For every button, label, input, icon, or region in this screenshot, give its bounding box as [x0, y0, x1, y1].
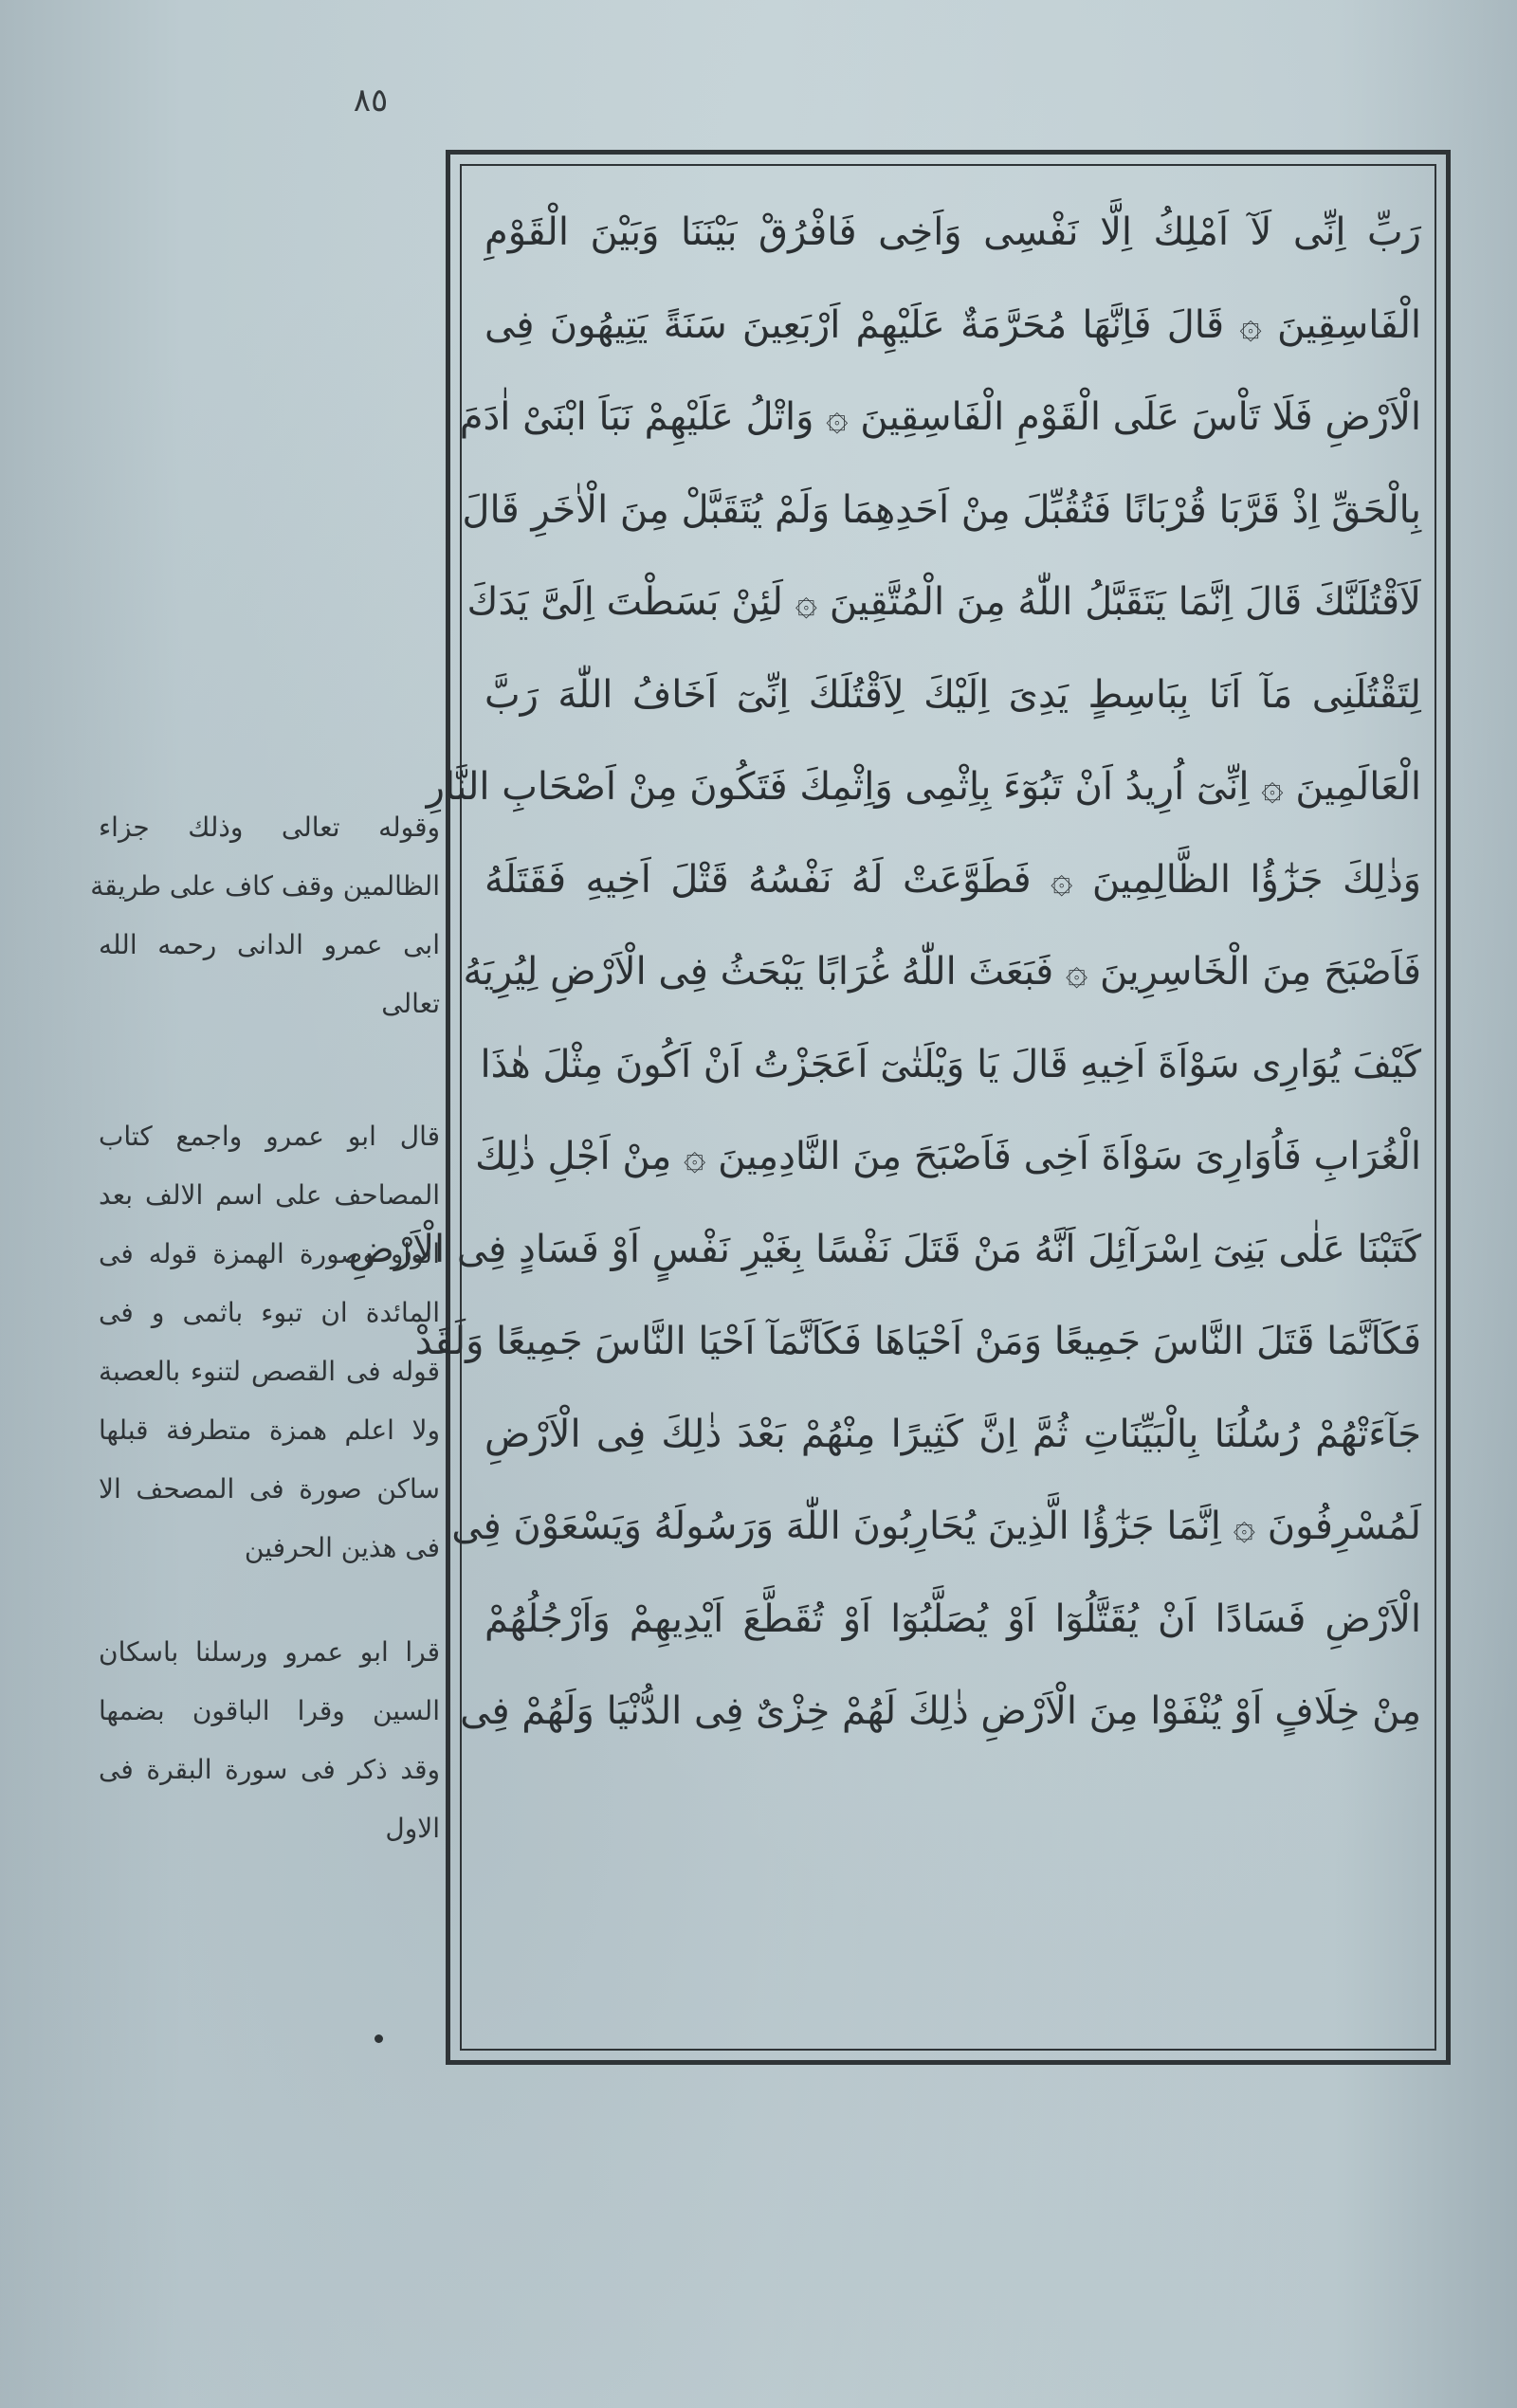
text-line: الْفَاسِقِينَ ۞ قَالَ فَاِنَّهَا مُحَرَّمَةٌ عَلَيْهِمْ اَرْبَعِينَ سَنَةً يَتِيهُونَ فِى [484, 302, 1421, 347]
text-line: رَبِّ اِنِّى لَآ اَمْلِكُ اِلَّا نَفْسِى وَاَخِى فَافْرُقْ بَيْنَنَا وَبَيْنَ الْقَوْمِ [484, 210, 1421, 254]
text-line: الْغُرَابِ فَاُوَارِىَ سَوْاَةَ اَخِى فَاَصْبَحَ مِنَ النَّادِمِينَ ۞ مِنْ اَجْلِ ذٰلِكَ [475, 1135, 1421, 1178]
note-line: الاول [385, 1813, 440, 1844]
note-line: ولا اعلم همزة متطرفة قبلها [99, 1414, 440, 1446]
note-line: قرا ابو عمرو ورسلنا باسكان [99, 1636, 440, 1668]
text-line: فَاَصْبَحَ مِنَ الْخَاسِرِينَ ۞ فَبَعَثَ اللّٰهُ غُرَابًا يَبْحَثُ فِى الْاَرْضِ لِيُرِيَهُ [463, 950, 1421, 994]
note-line: السين وقرا الباقون بضمها [99, 1695, 440, 1726]
text-line: الْاَرْضِ فَلَا تَاْسَ عَلَى الْقَوْمِ الْفَاسِقِينَ ۞ وَاتْلُ عَلَيْهِمْ نَبَاَ ابْنَىْ اٰدَمَ [459, 395, 1421, 439]
text-line: وَذٰلِكَ جَزٰٓؤُا الظَّالِمِينَ ۞ فَطَوَّعَتْ لَهُ نَفْسُهُ قَتْلَ اَخِيهِ فَقَتَلَهُ [484, 857, 1421, 902]
note-line: ابى عمرو الدانى رحمه الله [99, 929, 440, 960]
text-line: لَاَقْتُلَنَّكَ قَالَ اِنَّمَا يَتَقَبَّلُ اللّٰهُ مِنَ الْمُتَّقِينَ ۞ لَئِنْ بَسَطْتَ اِلَىَّ يَدَكَ [466, 580, 1421, 624]
note-line: فى هذين الحرفين [244, 1532, 440, 1563]
margin-note [90, 798, 440, 1033]
note-line: وقوله تعالى وذلك جزاء [99, 812, 440, 843]
note-line: المصاحف على اسم الالف بعد [99, 1179, 440, 1211]
text-line: جَآءَتْهُمْ رُسُلُنَا بِالْبَيِّنَاتِ ثُمَّ اِنَّ كَثِيرًا مِنْهُمْ بَعْدَ ذٰلِكَ فِى الْاَرْضِ [484, 1412, 1421, 1456]
text-line: كَتَبْنَا عَلٰى بَنِىٓ اِسْرَآئِلَ اَنَّهُ مَنْ قَتَلَ نَفْسًا بِغَيْرِ نَفْسٍ اَوْ فَسَادٍ فِى الْاَرْضِ [348, 1227, 1421, 1271]
text-line: لَمُسْرِفُونَ ۞ اِنَّمَا جَزٰٓؤُا الَّذِينَ يُحَارِبُونَ اللّٰهَ وَرَسُولَهُ وَيَسْعَوْنَ فِى [451, 1505, 1421, 1548]
text-line: الْعَالَمِينَ ۞ اِنِّىٓ اُرِيدُ اَنْ تَبُوٓءَ بِاِثْمِى وَاِثْمِكَ فَتَكُونَ مِنْ اَصْحَابِ النَّارِ [426, 765, 1421, 809]
note-spacer [99, 1598, 440, 1623]
note-line: تعالى [381, 988, 440, 1019]
note-line: الواو وصورة الهمزة قوله فى [99, 1238, 440, 1269]
page-number: ٨٥ [353, 82, 389, 119]
margin-note [99, 1623, 440, 1858]
text-line: الْاَرْضِ فَسَادًا اَنْ يُقَتَّلُوٓا اَوْ يُصَلَّبُوٓا اَوْ تُقَطَّعَ اَيْدِيهِمْ وَاَرْجُلُهُمْ [484, 1596, 1421, 1641]
end-of-notes-dot [375, 2034, 383, 2043]
note-line: وقد ذكر فى سورة البقرة فى [99, 1754, 440, 1785]
text-line: كَيْفَ يُوَارِى سَوْاَةَ اَخِيهِ قَالَ يَا وَيْلَتٰىٓ اَعَجَزْتُ اَنْ اَكُونَ مِثْلَ هٰذَا [480, 1042, 1421, 1086]
note-line: ساكن صورة فى المصحف الا [99, 1473, 440, 1505]
text-line: بِالْحَقِّ اِذْ قَرَّبَا قُرْبَانًا فَتُقُبِّلَ مِنْ اَحَدِهِمَا وَلَمْ يُتَقَبَّلْ مِنَ الْاٰخَرِ قَالَ [462, 487, 1421, 532]
note-line: الظالمين وقف كاف على طريقة [90, 870, 440, 902]
note-spacer [99, 1054, 440, 1107]
note-line: قال ابو عمرو واجمع كتاب [99, 1121, 440, 1152]
margin-notes [90, 798, 440, 1879]
note-line: قوله فى القصص لتنوء بالعصبة [99, 1356, 440, 1387]
text-line: لِتَقْتُلَنِى مَآ اَنَا بِبَاسِطٍ يَدِىَ اِلَيْكَ لِاَقْتُلَكَ اِنِّىٓ اَخَافُ اللّٰهَ رَبَّ [484, 672, 1421, 717]
text-line: مِنْ خِلَافٍ اَوْ يُنْفَوْا مِنَ الْاَرْضِ ذٰلِكَ لَهُمْ خِزْىٌ فِى الدُّنْيَا وَلَهُمْ فِى [460, 1689, 1421, 1733]
margin-note [99, 1107, 440, 1578]
note-line: المائدة ان تبوء باثمى و فى [99, 1297, 440, 1328]
text-line: فَكَاَنَّمَا قَتَلَ النَّاسَ جَمِيعًا وَمَنْ اَحْيَاهَا فَكَاَنَّمَآ اَحْيَا النَّاسَ جَمِيعًا وَلَقَدْ [414, 1320, 1421, 1363]
